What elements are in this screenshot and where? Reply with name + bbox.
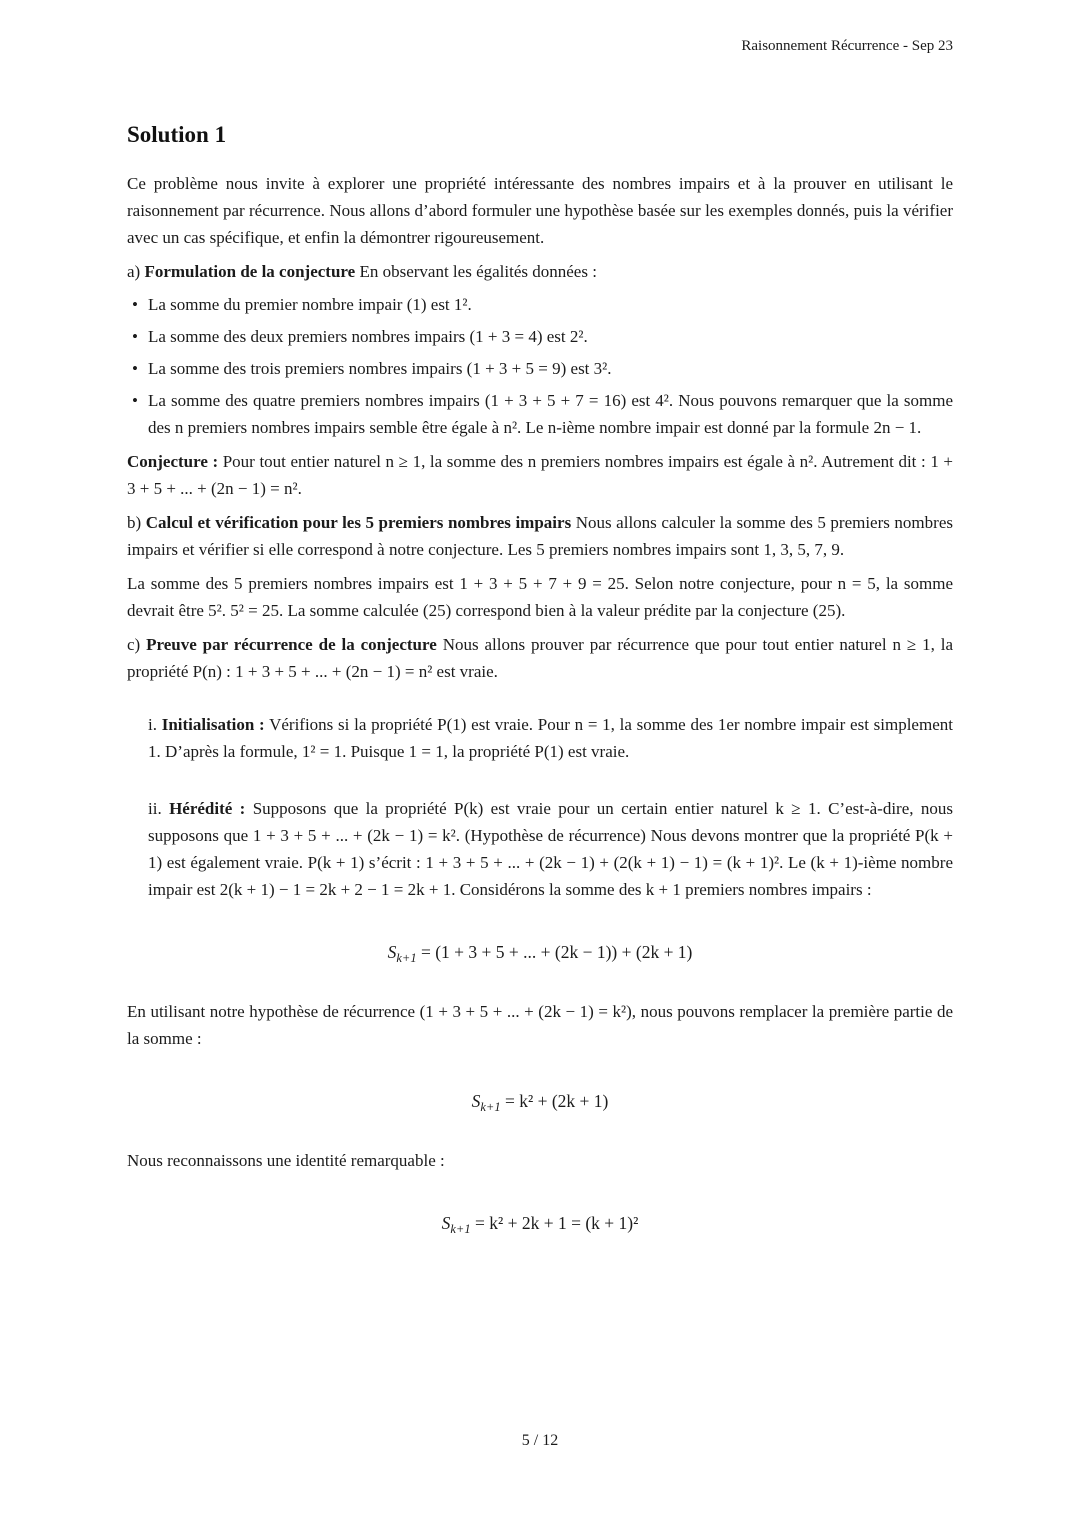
heredite-prefix: ii. [148,799,170,818]
section-c-prefix: c) [127,635,147,654]
equation-rhs: = (1 + 3 + 5 + ... + (2k − 1)) + (2k + 1) [416,942,693,962]
section-b-prefix: b) [127,513,146,532]
section-a-text: En observant les égalités données : [355,262,597,281]
initialisation-label: Initialisation : [161,715,265,734]
bullet-icon: • [132,359,138,378]
bullet-item [127,387,953,441]
section-a-heading [127,258,953,285]
heredite-label: Hérédité : [169,799,246,818]
intro-paragraph [127,170,953,251]
page-title: Solution 1 [127,122,227,147]
bullet-icon: • [132,391,138,410]
equation-subscript: k+1 [480,1100,501,1114]
section-c-label: Preuve par récurrence de la conjecture [146,635,437,654]
header-text: Raisonnement Récurrence - Sep 23 [741,38,953,54]
bullet-icon: • [132,327,138,346]
section-a-label: Formulation de la conjecture [144,262,356,281]
initialisation-text: Vérifions si la propriété P(1) est vraie. Pour n = 1, la somme des 1er nombre impair est simplement 1. D’après la formule, 1² = 1. Puisque 1 = 1, la propriété P(1) est vraie. [148,715,953,761]
section-b-text: Nous allons calculer la somme des 5 premiers nombres impairs et vérifier si elle correspond à notre conjecture. Les 5 premiers nombres impairs sont 1, 3, 5, 7, 9. [127,513,953,559]
bullet-list [127,291,953,441]
section-b-paragraph [127,509,953,563]
equation-subscript: k+1 [396,951,417,965]
equation-sum-expanded [127,939,953,966]
equation-identity [127,1210,953,1237]
equation-lhs: S [471,1091,481,1111]
sum-verification-text: La somme des 5 premiers nombres impairs est 1 + 3 + 5 + 7 + 9 = 25. Selon notre conjecture, pour n = 5, la somme devrait être 5². 5² = 25. La somme calculée (25) correspond bien à la valeur prédite par la conjecture (25). [127,574,953,620]
conjecture-label: Conjecture : [127,452,219,471]
heredite-text: Supposons que la propriété P(k) est vraie pour un certain entier naturel k ≥ 1. C’est-à-dire, nous supposons que 1 + 3 + 5 + ... + (2k − 1) = k². (Hypothèse de récurrence) Nous devons montrer que la propriété P(k + 1) est également vraie. P(k + 1) s’écrit : 1 + 3 + 5 + ... + (2k − 1) + (2(k + 1) − 1) = (k + 1)². Le (k + 1)-ième nombre impair est 2(k + 1) − 1 = 2k + 2 − 1 = 2k + 1. Considérons la somme des k + 1 premiers nombres impairs : [148,799,953,899]
equation-rhs: = k² + 2k + 1 = (k + 1)² [470,1213,639,1233]
hypothesis-text: En utilisant notre hypothèse de récurrence (1 + 3 + 5 + ... + (2k − 1) = k²), nous pouvons remplacer la première partie de la somme : [127,1002,953,1048]
section-b-label: Calcul et vérification pour les 5 premiers nombres impairs [145,513,572,532]
equation-subscript: k+1 [450,1222,471,1236]
bullet-item-text: La somme du premier nombre impair (1) est 1². [148,295,472,314]
equation-rhs: = k² + (2k + 1) [500,1091,609,1111]
conjecture-text: Pour tout entier naturel n ≥ 1, la somme des n premiers nombres impairs est égale à n². Autrement dit : 1 + 3 + 5 + ... + (2n − 1) = n². [127,452,953,498]
bullet-item [127,291,953,318]
bullet-item [127,323,953,350]
section-a-prefix: a) [127,262,145,281]
hypothesis-paragraph [127,998,953,1052]
heredite-paragraph [148,795,953,903]
identity-text: Nous reconnaissons une identité remarquable : [127,1151,445,1170]
equation-lhs: S [387,942,397,962]
initialisation-paragraph [148,711,953,765]
bullet-item-text: La somme des quatre premiers nombres impairs (1 + 3 + 5 + 7 = 16) est 4². Nous pouvons remarquer que la somme des n premiers nombres impairs semble être égale à n². Le n-ième nombre impair est donné par la formule 2n − 1. [148,391,953,437]
bullet-item-text: La somme des trois premiers nombres impairs (1 + 3 + 5 = 9) est 3². [148,359,612,378]
section-c-text: Nous allons prouver par récurrence que pour tout entier naturel n ≥ 1, la propriété P(n) : 1 + 3 + 5 + ... + (2n − 1) = n² est vraie. [127,635,954,681]
equation-sum-substituted [127,1088,953,1115]
identity-paragraph [127,1147,953,1174]
page-header [127,36,953,56]
section-c-paragraph [127,631,953,685]
bullet-item [127,355,953,382]
equation-lhs: S [441,1213,451,1233]
bullet-icon: • [132,295,138,314]
sum-verification-paragraph [127,570,953,624]
initialisation-prefix: i. [148,715,162,734]
intro-text: Ce problème nous invite à explorer une propriété intéressante des nombres impairs et à la prouver en utilisant le raisonnement par récurrence. Nous allons d’abord formuler une hypothèse basée sur les exemples donnés, puis la vérifier avec un cas spécifique, et enfin la démontrer rigoureusement. [127,174,953,247]
bullet-item-text: La somme des deux premiers nombres impairs (1 + 3 = 4) est 2². [148,327,588,346]
conjecture-paragraph [127,448,953,502]
page-number: 5 / 12 [521,1432,559,1449]
